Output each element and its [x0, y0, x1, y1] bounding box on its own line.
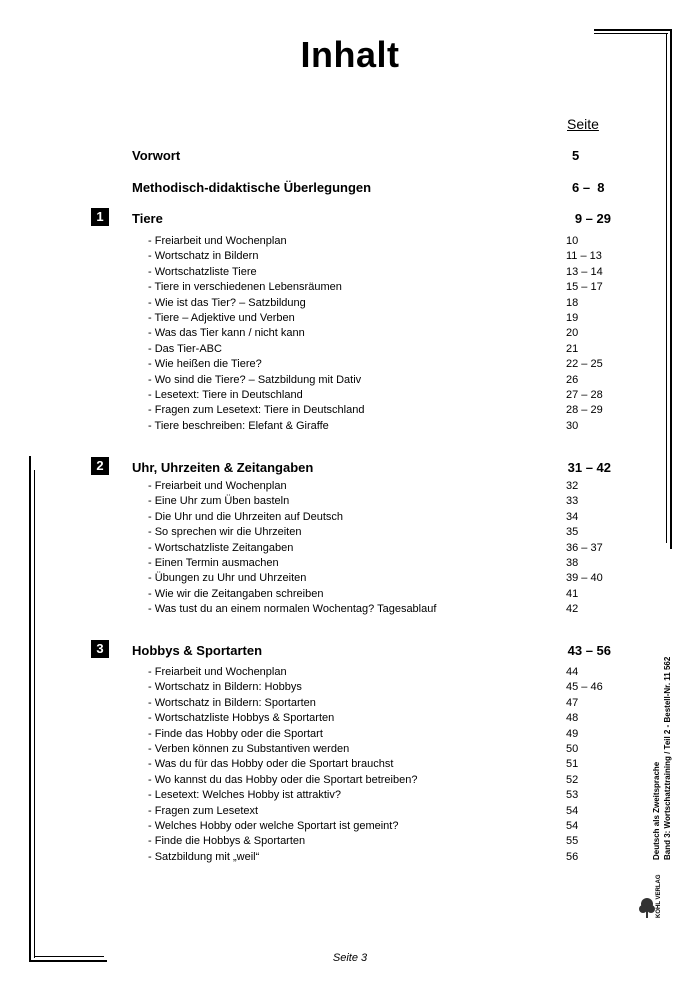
toc-item-pages: 19: [566, 311, 579, 324]
toc-item-pages: 20: [566, 327, 579, 340]
toc-item: [148, 556, 618, 571]
toc-item-pages: 44: [566, 666, 579, 678]
toc-item-label: - Wie ist das Tier? – Satzbildung: [148, 296, 306, 309]
toc-item-pages: 11 – 13: [566, 250, 602, 263]
toc-item-pages: 10: [566, 235, 579, 247]
toc-item: [148, 587, 618, 602]
section-pages: 9 – 29: [574, 211, 611, 226]
page-footer: Seite 3: [332, 952, 368, 964]
toc-item: [148, 479, 618, 494]
toc-item-pages: 30: [566, 419, 579, 432]
toc-item-label: - Übungen zu Uhr und Uhrzeiten: [148, 572, 307, 585]
toc-entry-ueberlegungen-pages: 6 – 8: [572, 180, 605, 195]
toc-item-label: - Lesetext: Welches Hobby ist attraktiv?: [148, 789, 341, 802]
toc-item-label: - Fragen zum Lesetext: Tiere in Deutschland: [148, 404, 365, 417]
publisher-logo: [638, 870, 668, 920]
toc-item-label: - Was das Tier kann / nicht kann: [148, 327, 305, 340]
toc-item-label: - Wo sind die Tiere? – Satzbildung mit Dativ: [148, 373, 362, 386]
toc-item-label: - Finde das Hobby oder die Sportart: [148, 727, 323, 740]
toc-item-pages: 53: [566, 789, 579, 802]
toc-item-pages: 51: [566, 758, 579, 771]
section-item-list: [148, 665, 618, 865]
toc-item: [148, 602, 618, 617]
toc-item: [148, 494, 618, 509]
section-pages: 43 – 56: [567, 643, 611, 658]
toc-item: [148, 373, 618, 388]
toc-item-label: - Lesetext: Tiere in Deutschland: [148, 388, 303, 401]
toc-item-label: - Fragen zum Lesetext: [148, 804, 259, 817]
toc-item: [148, 757, 618, 772]
section-pages: 31 – 42: [567, 460, 611, 475]
toc-item-pages: 26: [566, 373, 579, 386]
frame-top-right-v2: [666, 33, 667, 543]
toc-item-pages: 56: [566, 850, 579, 863]
toc-item-label: - Freiarbeit und Wochenplan: [148, 480, 287, 492]
toc-item: [148, 850, 618, 865]
toc-item-label: - Freiarbeit und Wochenplan: [148, 666, 287, 678]
toc-item-pages: 18: [566, 296, 579, 309]
toc-item-label: - Verben können zu Substantiven werden: [148, 742, 350, 755]
toc-item: [148, 296, 618, 311]
toc-item: [148, 665, 618, 680]
toc-item-pages: 32: [566, 480, 579, 492]
toc-item-pages: 42: [566, 603, 579, 616]
toc-item-pages: 54: [566, 804, 579, 817]
toc-item-label: - Die Uhr und die Uhrzeiten auf Deutsch: [148, 510, 344, 523]
toc-item: [148, 804, 618, 819]
toc-item: [148, 727, 618, 742]
toc-item: [148, 357, 618, 372]
toc-item: [148, 696, 618, 711]
toc-item-pages: 13 – 14: [566, 265, 603, 278]
toc-item-pages: 34: [566, 510, 579, 523]
section-number-badge: 3: [91, 640, 109, 658]
page-title: Inhalt: [300, 34, 400, 75]
toc-item-label: - Einen Termin ausmachen: [148, 556, 279, 569]
toc-item-pages: 38: [566, 556, 579, 569]
toc-item-pages: 47: [566, 696, 579, 709]
toc-item: [148, 342, 618, 357]
toc-item-label: - Tiere – Adjektive und Verben: [148, 311, 295, 324]
toc-item-label: - Wortschatzliste Tiere: [148, 265, 257, 278]
toc-item: [148, 819, 618, 834]
toc-item-label: - Satzbildung mit „weil“: [148, 850, 260, 863]
frame-bottom-left-v2: [34, 470, 35, 958]
toc-item: [148, 311, 618, 326]
toc-item-label: - Wortschatz in Bildern: Hobbys: [148, 681, 302, 694]
toc-item-pages: 28 – 29: [566, 404, 603, 417]
toc-item: [148, 742, 618, 757]
toc-item: [148, 280, 618, 295]
toc-item: [148, 326, 618, 341]
toc-item-pages: 48: [566, 712, 579, 725]
toc-item-label: - Wortschatzliste Hobbys & Sportarten: [148, 712, 335, 725]
toc-item-label: - Welches Hobby oder welche Sportart ist gemeint?: [148, 819, 399, 832]
toc-item-pages: 54: [566, 819, 579, 832]
toc-item: [148, 525, 618, 540]
toc-item: [148, 403, 618, 418]
toc-item-pages: 35: [566, 526, 579, 539]
section-item-list: [148, 479, 618, 618]
toc-item-label: - Wo kannst du das Hobby oder die Sportart betreiben?: [148, 773, 418, 786]
toc-item-label: - Das Tier-ABC: [148, 342, 222, 355]
toc-item-label: - Freiarbeit und Wochenplan: [148, 235, 287, 247]
section-title: Hobbys & Sportarten: [132, 643, 263, 658]
toc-item: [148, 711, 618, 726]
publication-info: [630, 630, 690, 930]
toc-item-pages: 55: [566, 835, 579, 848]
section-title: Uhr, Uhrzeiten & Zeitangaben: [132, 460, 314, 475]
toc-item: [148, 571, 618, 586]
toc-item-label: - Finde die Hobbys & Sportarten: [148, 835, 306, 848]
toc-item-label: - Was du für das Hobby oder die Sportart brauchst: [148, 758, 394, 771]
toc-item-pages: 39 – 40: [566, 572, 603, 585]
toc-item: [148, 234, 618, 249]
toc-entry-vorwort: Vorwort: [132, 148, 181, 163]
publication-line-1: Deutsch als Zweitsprache: [652, 761, 661, 860]
toc-item-label: - Wortschatzliste Zeitangaben: [148, 541, 294, 554]
toc-entry-vorwort-pages: 5: [572, 148, 580, 163]
section-number-badge: 1: [91, 208, 109, 226]
toc-entry-ueberlegungen: Methodisch-didaktische Überlegungen: [132, 180, 372, 195]
toc-item: [148, 265, 618, 280]
toc-item: [148, 834, 618, 849]
toc-item-pages: 36 – 37: [566, 541, 603, 554]
toc-item: [148, 419, 618, 434]
toc-item: [148, 249, 618, 264]
section-title: Tiere: [132, 211, 163, 226]
toc-item-label: - Tiere in verschiedenen Lebensräumen: [148, 281, 342, 294]
toc-item-label: - Wortschatz in Bildern: [148, 250, 259, 263]
toc-item-label: - Eine Uhr zum Üben basteln: [148, 495, 290, 508]
frame-top-right-h1: [594, 29, 672, 31]
toc-item-label: - Was tust du an einem normalen Wochentag? Tagesablauf: [148, 603, 437, 616]
section-item-list: [148, 234, 618, 434]
section-number-badge: 2: [91, 457, 109, 475]
toc-item: [148, 388, 618, 403]
toc-item: [148, 541, 618, 556]
toc-item: [148, 680, 618, 695]
toc-item-pages: 41: [566, 587, 579, 600]
toc-item-pages: 22 – 25: [566, 358, 603, 371]
toc-item-label: - So sprechen wir die Uhrzeiten: [148, 526, 302, 539]
toc-item: [148, 773, 618, 788]
publisher-name: KOHL VERLAG: [656, 874, 662, 918]
toc-item-pages: 33: [566, 495, 579, 508]
toc-item: [148, 510, 618, 525]
toc-item-pages: 21: [566, 342, 579, 355]
frame-bottom-left-v1: [29, 456, 31, 962]
publication-line-2: Band 3: Wortschatztraining / Teil 2 - Bestell-Nr. 11 562: [663, 656, 672, 860]
toc-item-label: - Tiere beschreiben: Elefant & Giraffe: [148, 419, 329, 432]
toc-item-pages: 49: [566, 727, 579, 740]
frame-top-right-v1: [670, 29, 672, 549]
toc-item-pages: 50: [566, 742, 579, 755]
toc-item: [148, 788, 618, 803]
toc-item-pages: 45 – 46: [566, 681, 603, 694]
toc-item-pages: 15 – 17: [566, 281, 603, 294]
toc-item-label: - Wie heißen die Tiere?: [148, 358, 262, 371]
seite-column-header: Seite: [567, 116, 599, 132]
toc-item-pages: 52: [566, 773, 579, 786]
toc-item-label: - Wie wir die Zeitangaben schreiben: [148, 587, 324, 600]
toc-item-pages: 27 – 28: [566, 388, 603, 401]
toc-item-label: - Wortschatz in Bildern: Sportarten: [148, 696, 316, 709]
